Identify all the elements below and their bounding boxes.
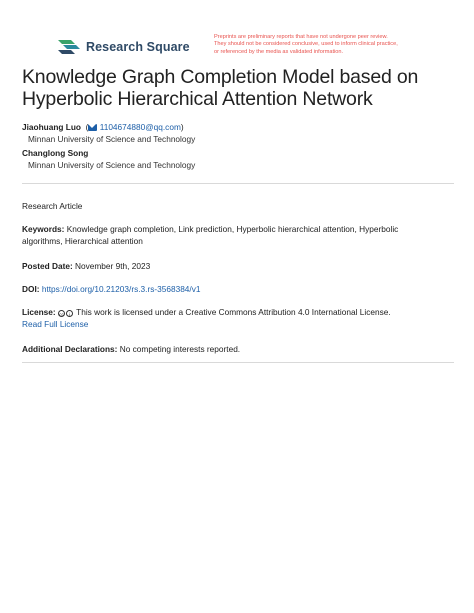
- author-affiliation: Minnan University of Science and Technology: [28, 133, 196, 144]
- research-square-logo-icon: [58, 38, 80, 56]
- declarations-value: No competing interests reported.: [119, 344, 241, 354]
- divider: [22, 362, 454, 363]
- envelope-icon: [88, 124, 97, 131]
- keywords-label: Keywords:: [22, 224, 65, 234]
- disclaimer-line: or referenced by the media as validated information.: [214, 48, 344, 55]
- declarations-label: Additional Declarations:: [22, 344, 118, 354]
- disclaimer-line: Preprints are preliminary reports that have not undergone peer review.: [214, 34, 388, 40]
- authors-block: [22, 122, 454, 171]
- posted-date-value: November 9th, 2023: [75, 261, 151, 271]
- email-open-paren: (: [83, 122, 89, 132]
- article-type-label: Research Article: [22, 201, 83, 211]
- research-square-logo[interactable]: [58, 38, 190, 56]
- doi-block: [22, 284, 454, 296]
- disclaimer-line: They should not be considered conclusive, used to inform clinical practice,: [214, 41, 398, 48]
- declarations-block: [22, 344, 454, 356]
- attribution-icon: i: [66, 310, 73, 317]
- paper-title: [22, 66, 452, 110]
- keywords-block: [22, 224, 454, 247]
- header: [58, 34, 458, 62]
- author-1: [22, 122, 454, 134]
- license-label: License:: [22, 307, 56, 317]
- author-name: Jiaohuang Luo: [22, 122, 81, 132]
- preprint-disclaimer: [214, 34, 450, 56]
- keywords-value-cont: algorithms, Hierarchical attention: [22, 235, 143, 246]
- doi-link[interactable]: https://doi.org/10.21203/rs.3.rs-3568384/v1: [41, 284, 201, 294]
- article-type: [22, 201, 454, 213]
- posted-date-block: [22, 261, 454, 273]
- posted-date-label: Posted Date:: [22, 261, 73, 271]
- logo-text: Research Square: [86, 40, 190, 54]
- author-name: Changlong Song: [22, 148, 89, 158]
- title-line: Hyperbolic Hierarchical Attention Network: [22, 88, 373, 110]
- author-affiliation: Minnan University of Science and Technology: [28, 159, 196, 170]
- email-close-paren: ): [180, 122, 184, 132]
- license-block: [22, 307, 454, 330]
- title-line: Knowledge Graph Completion Model based on: [22, 66, 419, 88]
- read-full-license-link[interactable]: Read Full License: [22, 318, 89, 329]
- keywords-value: Knowledge graph completion, Link prediction, Hyperbolic hierarchical attention, Hyperbolic: [66, 224, 399, 234]
- doi-label: DOI:: [22, 284, 40, 294]
- divider: [22, 183, 454, 184]
- creative-commons-icon: cc: [59, 312, 64, 317]
- license-text: This work is licensed under a Creative Commons Attribution 4.0 International License.: [76, 307, 391, 317]
- author-email-link[interactable]: 1104674880@qq.com: [99, 122, 181, 132]
